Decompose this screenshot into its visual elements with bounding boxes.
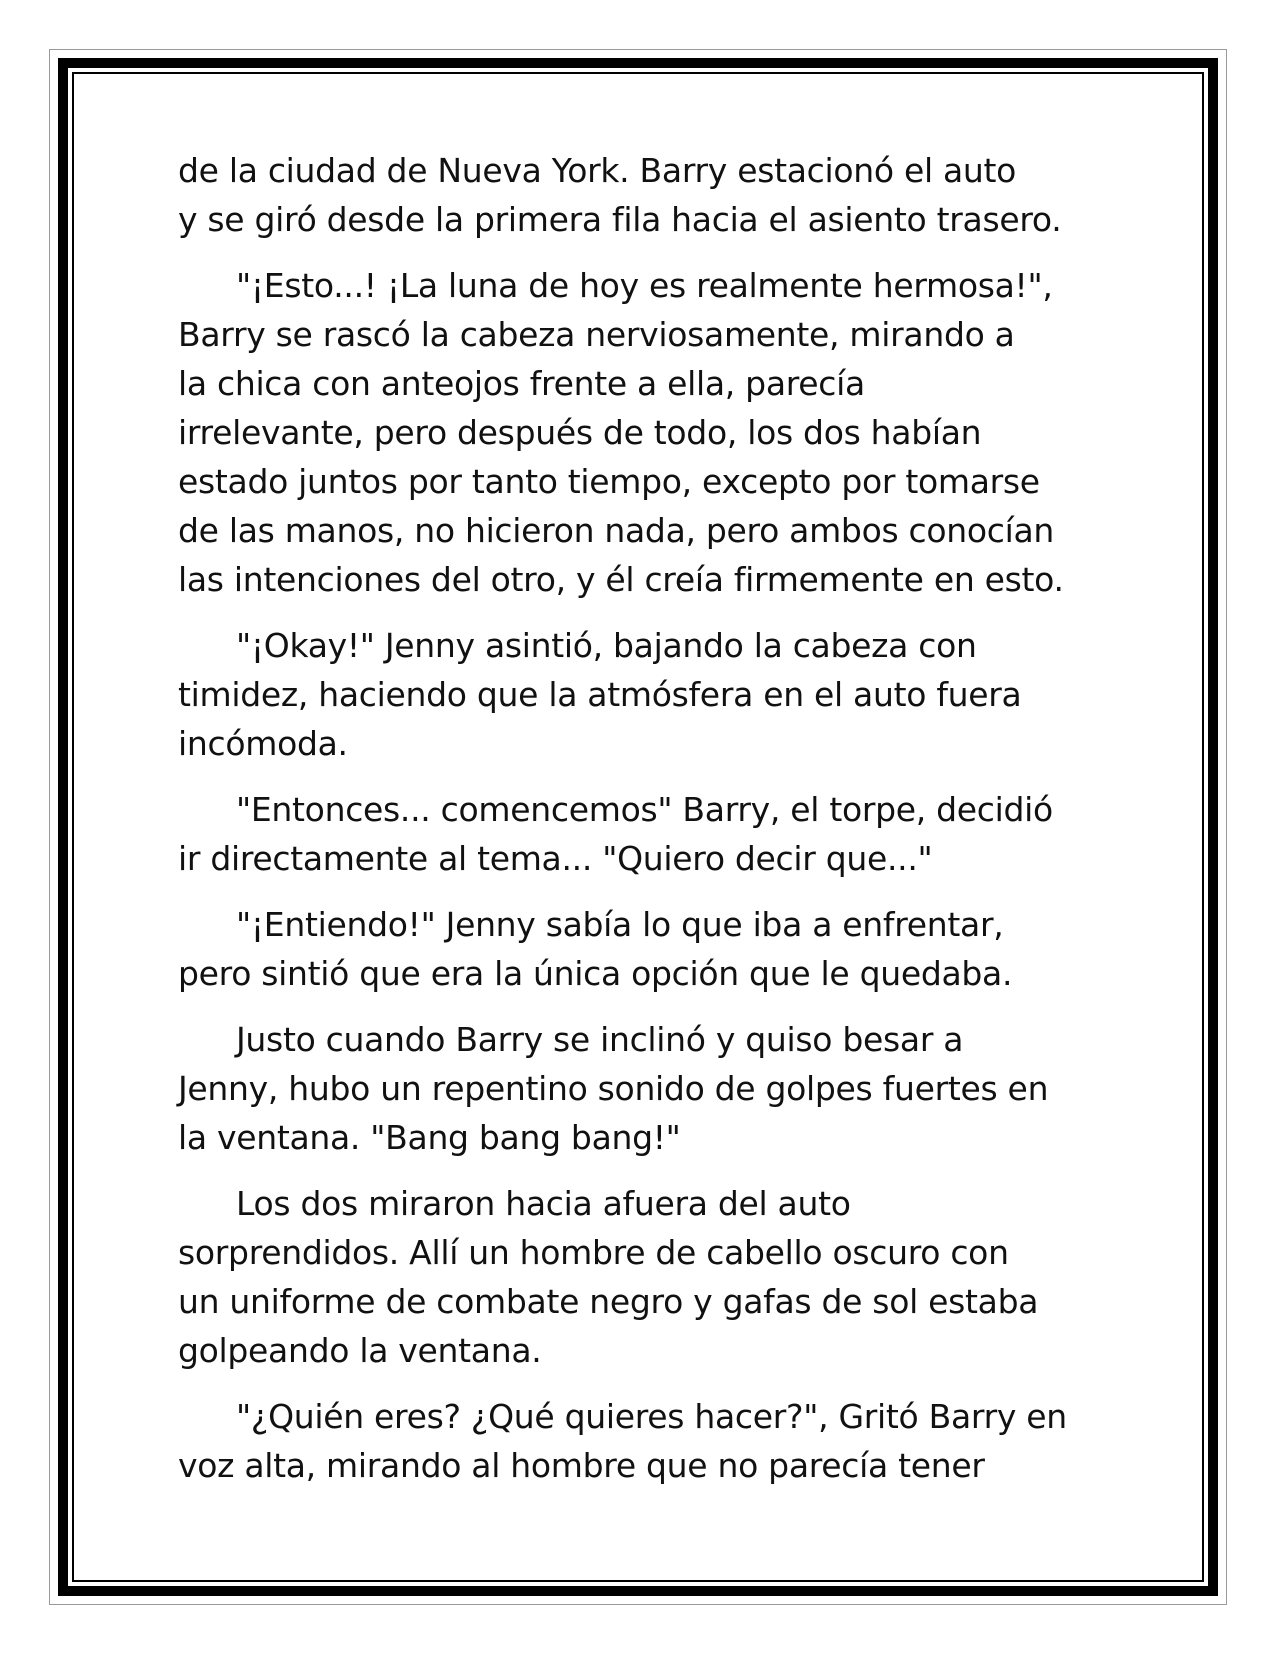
text-line: sorprendidos. Allí un hombre de cabello oscuro con — [178, 1233, 1009, 1272]
text-line: la ventana. "Bang bang bang!" — [178, 1118, 681, 1157]
paragraph — [178, 900, 1118, 998]
text-line: Barry se rascó la cabeza nerviosamente, mirando a — [178, 315, 1015, 354]
text-line: "Entonces... comencemos" Barry, el torpe, decidió — [236, 790, 1053, 829]
text-line: un uniforme de combate negro y gafas de sol estaba — [178, 1282, 1039, 1321]
paragraph — [178, 1015, 1118, 1162]
text-line: "¡Entiendo!" Jenny sabía lo que iba a enfrentar, — [236, 905, 1004, 944]
text-line: Justo cuando Barry se inclinó y quiso besar a — [236, 1020, 964, 1059]
text-line: la chica con anteojos frente a ella, parecía — [178, 364, 865, 403]
text-line: pero sintió que era la única opción que le quedaba. — [178, 954, 1013, 993]
text-line: y se giró desde la primera fila hacia el asiento trasero. — [178, 200, 1062, 239]
text-line: de la ciudad de Nueva York. Barry estacionó el auto — [178, 151, 1017, 190]
text-line: "¡Okay!" Jenny asintió, bajando la cabeza con — [236, 626, 977, 665]
paragraph — [178, 146, 1118, 244]
text-line: estado juntos por tanto tiempo, excepto por tomarse — [178, 462, 1040, 501]
paragraph — [178, 1392, 1118, 1490]
text-line: las intenciones del otro, y él creía firmemente en esto. — [178, 560, 1064, 599]
paragraph — [178, 1179, 1118, 1375]
text-line: ir directamente al tema... "Quiero decir que..." — [178, 839, 933, 878]
paragraph — [178, 621, 1118, 768]
text-line: "¿Quién eres? ¿Qué quieres hacer?", Gritó Barry en — [236, 1397, 1067, 1436]
text-line: timidez, haciendo que la atmósfera en el auto fuera — [178, 675, 1022, 714]
text-line: irrelevante, pero después de todo, los dos habían — [178, 413, 982, 452]
text-line: Jenny, hubo un repentino sonido de golpes fuertes en — [178, 1069, 1049, 1108]
document-body — [178, 146, 1118, 1507]
text-line: "¡Esto...! ¡La luna de hoy es realmente hermosa!", — [236, 266, 1053, 305]
text-line: Los dos miraron hacia afuera del auto — [236, 1184, 851, 1223]
text-line: de las manos, no hicieron nada, pero ambos conocían — [178, 511, 1055, 550]
paragraph — [178, 785, 1118, 883]
text-line: incómoda. — [178, 724, 348, 763]
paragraph — [178, 261, 1118, 604]
text-line: voz alta, mirando al hombre que no parecía tener — [178, 1446, 985, 1485]
text-line: golpeando la ventana. — [178, 1331, 542, 1370]
